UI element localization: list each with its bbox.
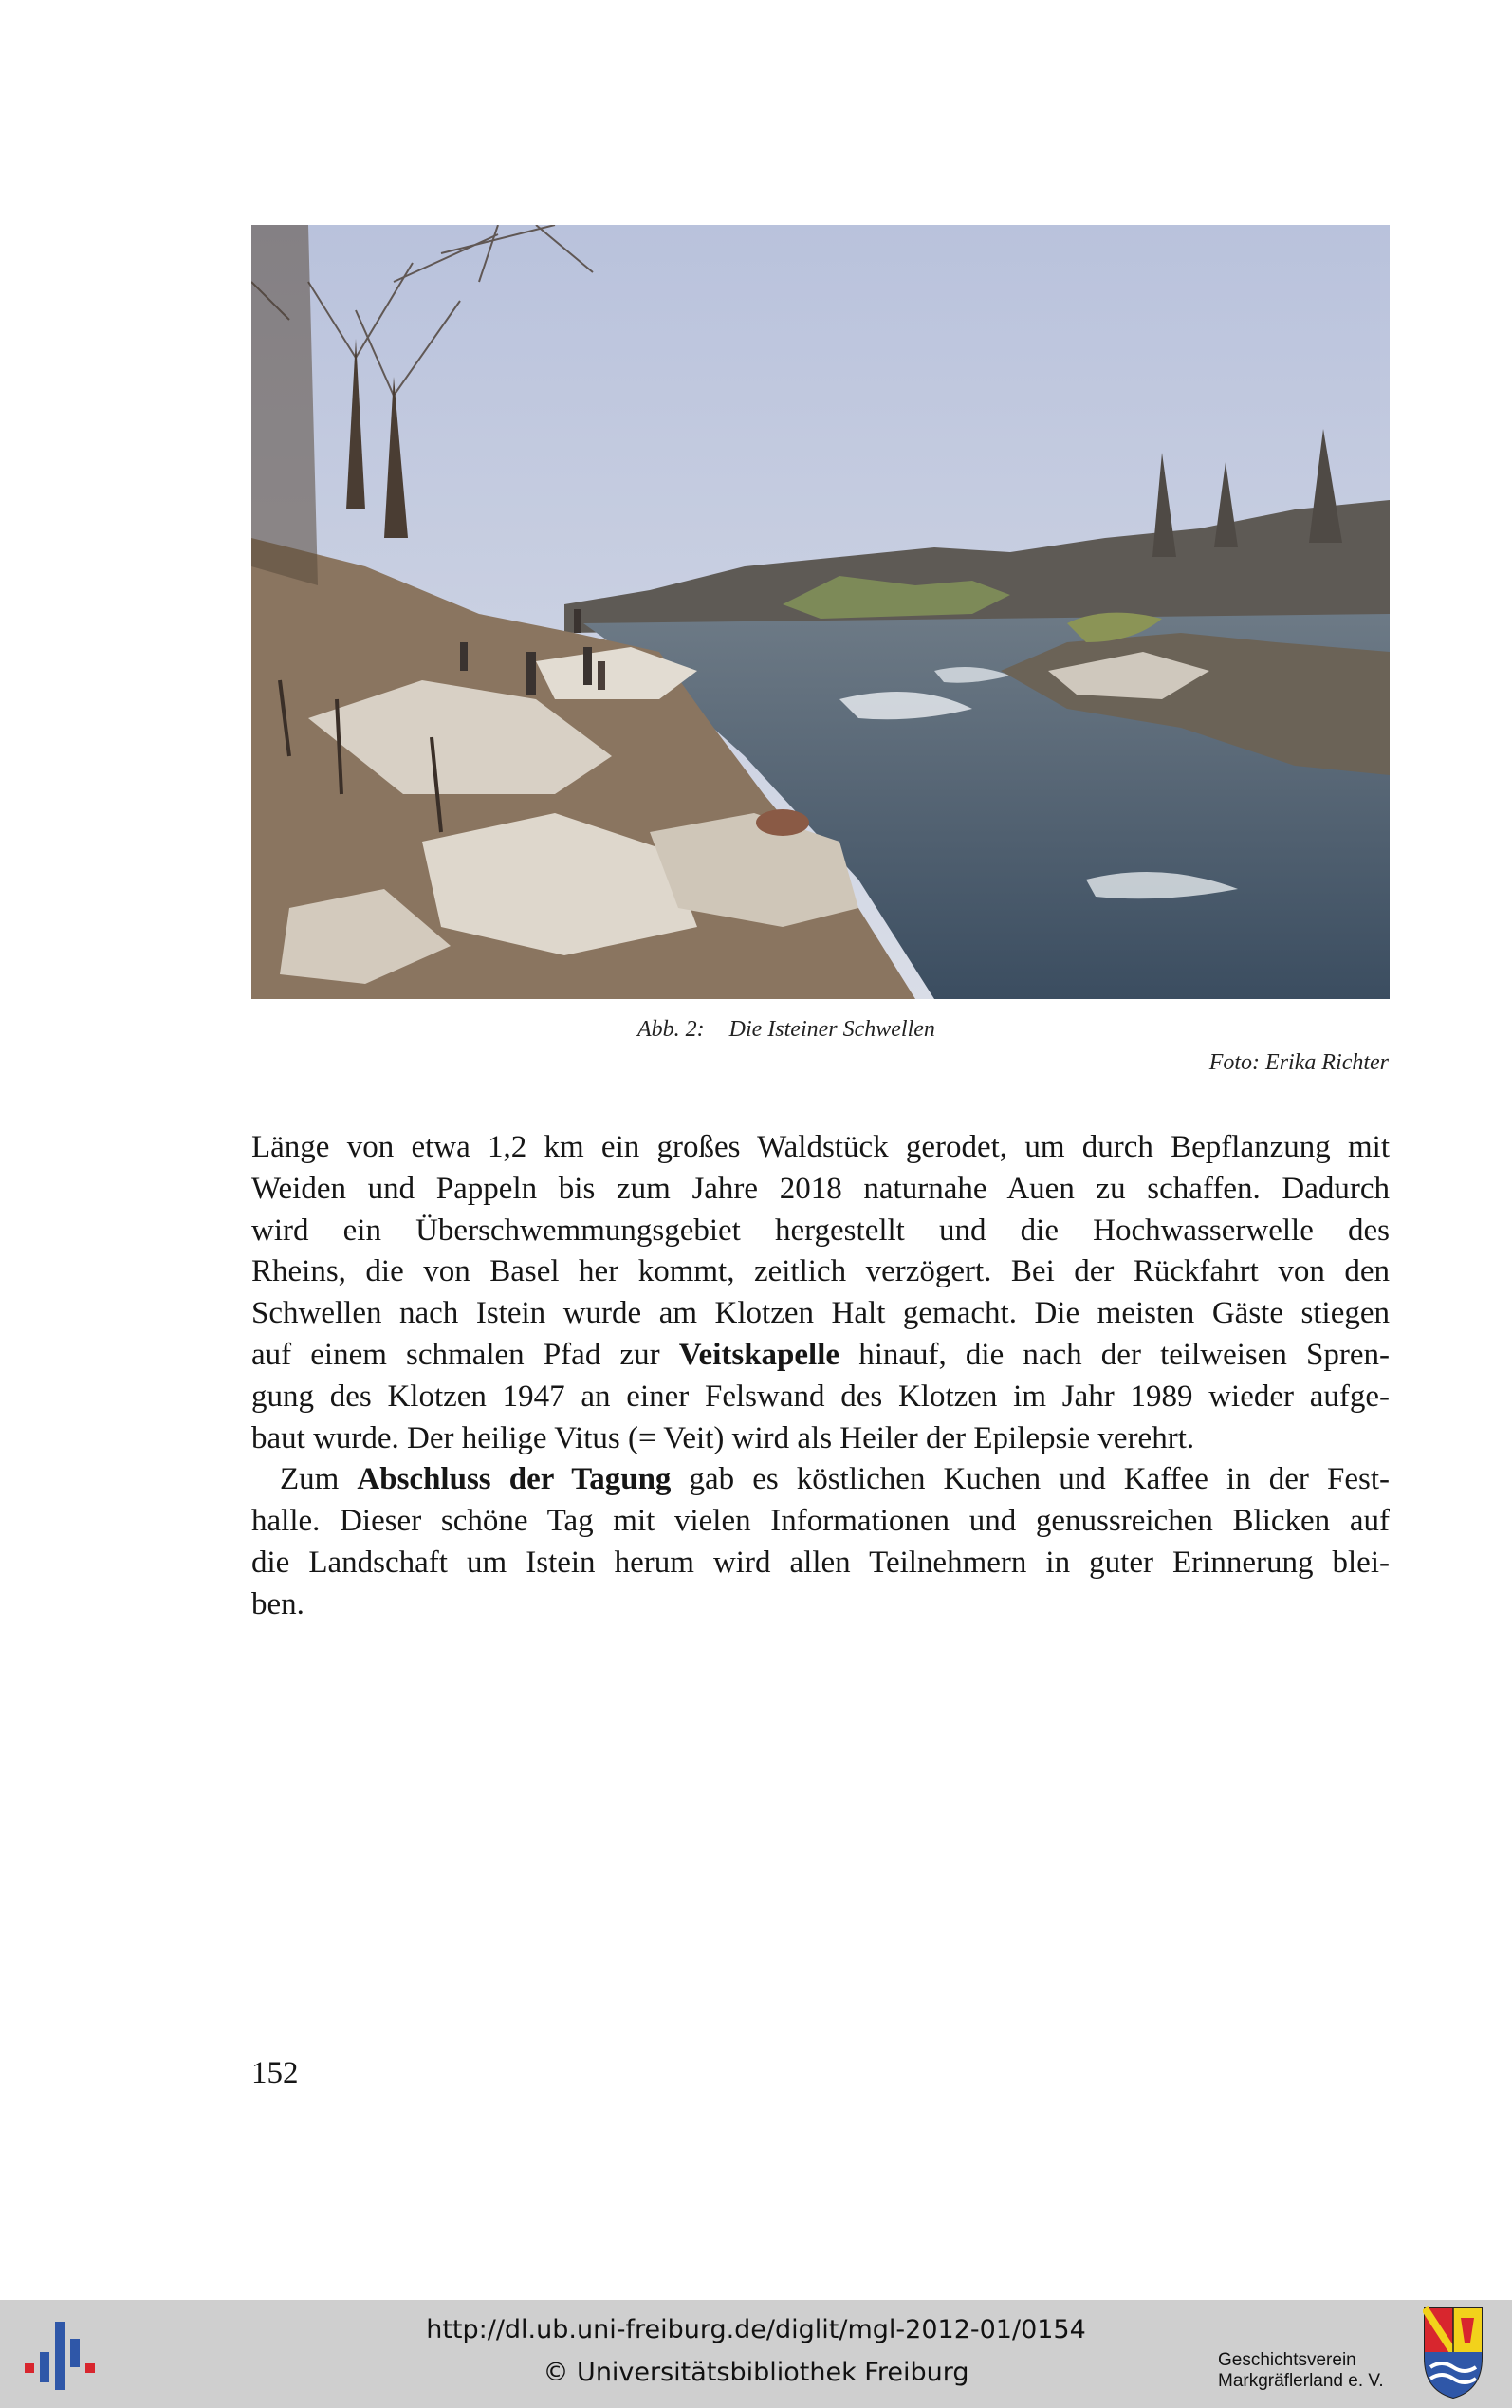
text-line: Rheins, die von Basel her kommt, zeitlich verzögert. Bei der Rückfahrt von den	[251, 1254, 1390, 1289]
figure-label: Abb. 2:	[637, 1017, 705, 1042]
society-name	[1218, 2350, 1384, 2392]
text-span: Zum	[280, 1462, 358, 1497]
coat-of-arms-icon	[1423, 2305, 1484, 2399]
figure-caption	[637, 1017, 935, 1043]
society-line-1: Geschichtsverein	[1218, 2350, 1356, 2370]
text-line: Schwellen nach Istein wurde am Klotzen Halt gemacht. Die meisten Gäste stiegen	[251, 1296, 1390, 1331]
bold-term-veitskapelle: Veitskapelle	[678, 1337, 840, 1372]
text-line	[251, 1459, 1390, 1501]
text-line: die Landschaft um Istein herum wird allen Teilnehmern in guter Erinnerung blei-	[251, 1545, 1390, 1580]
society-line-2: Markgräflerland e. V.	[1218, 2371, 1384, 2391]
text-line: halle. Dieser schöne Tag mit vielen Informationen und genussreichen Blicken auf	[251, 1504, 1390, 1539]
text-line: gung des Klotzen 1947 an einer Felswand des Klotzen im Jahr 1989 wieder aufge-	[251, 1379, 1390, 1414]
text-line: Weiden und Pappeln bis zum Jahre 2018 naturnahe Auen zu schaffen. Dadurch	[251, 1171, 1390, 1206]
text-span: hinauf, die nach der teilweisen Spren-	[839, 1337, 1390, 1372]
text-line	[251, 1335, 1390, 1377]
page-number: 152	[251, 2056, 299, 2090]
text-span: gab es köstlichen Kuchen und Kaffee in der Fest-	[671, 1462, 1390, 1497]
text-line: ben.	[251, 1586, 304, 1621]
body-text	[251, 1127, 1390, 1626]
text-line: Länge von etwa 1,2 km ein großes Waldstück gerodet, um durch Bepflanzung mit	[251, 1130, 1390, 1164]
text-line: wird ein Überschwemmungsgebiet hergestellt und die Hochwasserwelle des	[251, 1213, 1390, 1248]
footer-copyright: © Universitätsbibliothek Freiburg	[543, 2358, 969, 2387]
photo-credit: Foto: Erika Richter	[1208, 1050, 1389, 1075]
figure-photo	[251, 225, 1390, 999]
river-rapids-photo	[251, 225, 1390, 999]
figure-caption-text: Die Isteiner Schwellen	[728, 1017, 935, 1042]
footer-url-link[interactable]: http://dl.ub.uni-freiburg.de/diglit/mgl-2012-01/0154	[426, 2315, 1086, 2344]
text-span: auf einem schmalen Pfad zur	[251, 1337, 679, 1372]
bold-term-abschluss: Abschluss der Tagung	[357, 1462, 672, 1497]
text-line: baut wurde. Der heilige Vitus (= Veit) wird als Heiler der Epilepsie verehrt.	[251, 1420, 1195, 1455]
